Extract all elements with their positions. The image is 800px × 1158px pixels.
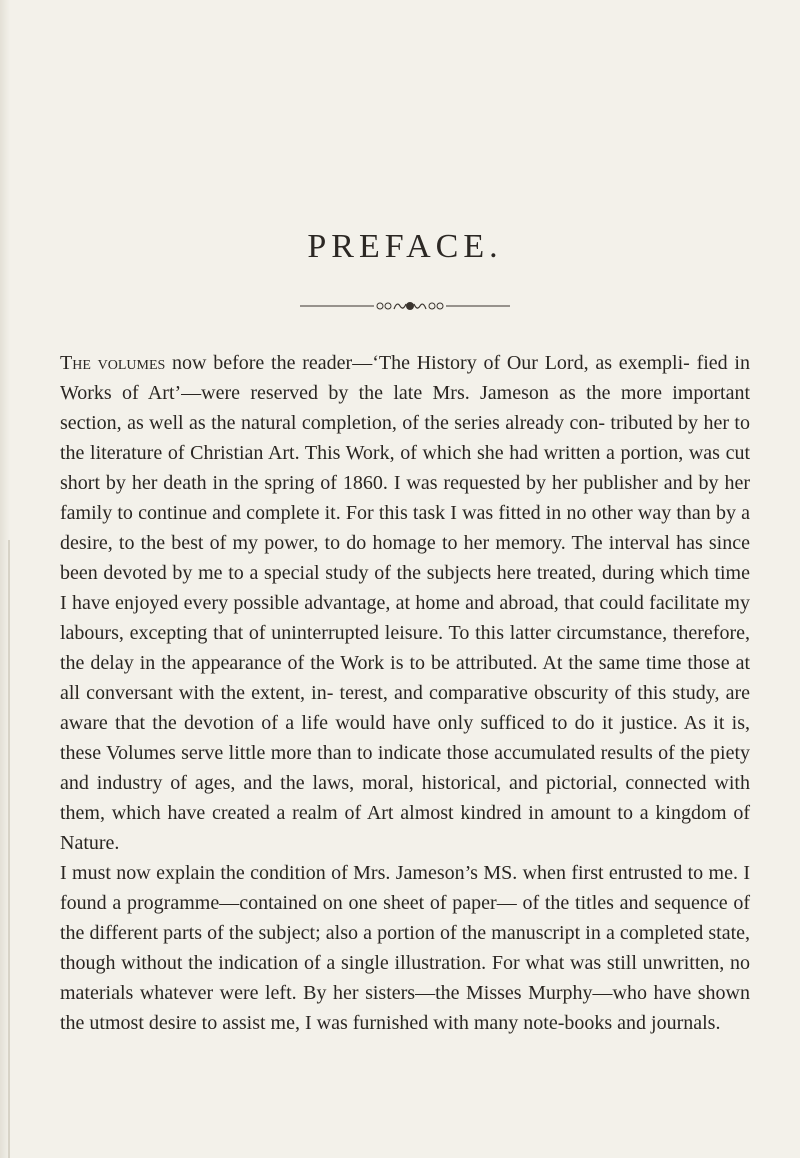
preface-body bbox=[60, 348, 750, 1038]
ornament-flourish-icon bbox=[300, 300, 510, 312]
paragraph-text: now before the reader—‘The History of Our Lord, as exempli- fied in Works of Art’—were reserved by the late Mrs. Jameson as the more important section, as well as the natural completion, of the series already con- tributed by her to the literature of Christian Art. This Work, of which she had written a portion, was cut short by her death in the spring of 1860. I was requested by her publisher and by her family to continue and complete it. For this task I was fitted in no other way than by a desire, to the best of my power, to do homage to her memory. The interval has since been devoted by me to a special study of the subjects here treated, during which time I have enjoyed every possible advantage, at home and abroad, that could facilitate my labours, excepting that of uninterrupted leisure. To this latter circumstance, therefore, the delay in the appearance of the Work is to be attributed. At the same time those at all conversant with the extent, in- terest, and comparative obscurity of this study, are aware that the devotion of a life would have only sufficed to do it justice. As it is, these Volumes serve little more than to indicate those accumulated results of the piety and industry of ages, and the laws, moral, historical, and pictorial, connected with them, which have created a realm of Art almost kindred in amount to a kingdom of Nature. bbox=[60, 352, 750, 854]
paragraph bbox=[60, 348, 750, 858]
ornament-divider bbox=[60, 300, 750, 312]
page-edge bbox=[0, 0, 10, 1158]
book-page bbox=[60, 0, 750, 1158]
paragraph-text: I must now explain the condition of Mrs. Jameson’s MS. when first entrusted to me. I found a programme—contained on one sheet of paper— of the titles and sequence of the different parts of the subject; also a portion of the manuscript in a completed state, though without the indication of a single illustration. For what was still unwritten, no materials whatever were left. By her sisters—the Misses Murphy—who have shown the utmost desire to assist me, I was furnished with many note-books and journals. bbox=[60, 862, 750, 1034]
paragraph bbox=[60, 858, 750, 1038]
page-title: PREFACE. bbox=[307, 228, 503, 265]
paragraph-lead: The volumes bbox=[60, 352, 166, 374]
